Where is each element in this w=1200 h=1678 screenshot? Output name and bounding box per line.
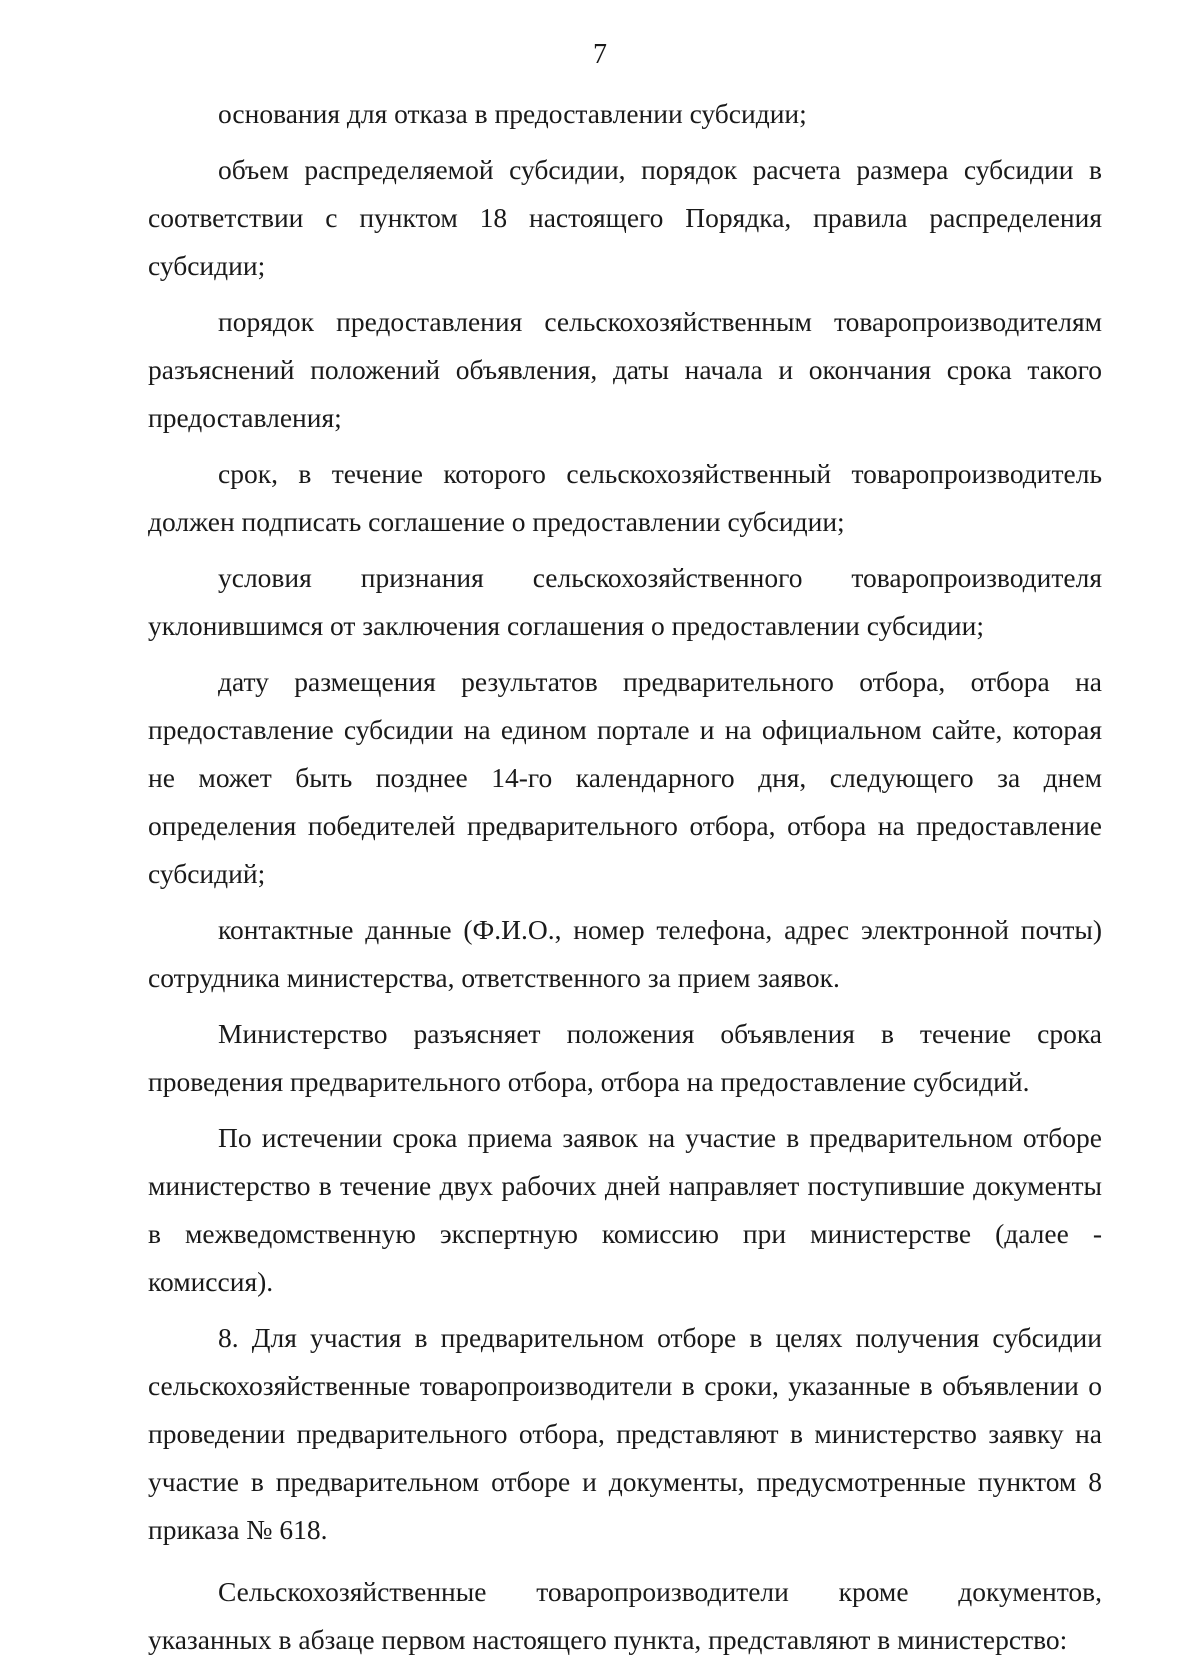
paragraph-item-8: 8. Для участия в предварительном отборе в целях получения субсидии сельскохозяйственные товаропроизводители в сроки, указанные в объявлении о проведении предварительного отбора, представляют в министерство заявку на участие в предварительном отборе и документы, предусмотренные пунктом 8 приказа № 618. <box>148 1322 1102 1545</box>
paragraph-subsidy-volume: объем распределяемой субсидии, порядок расчета размера субсидии в соответствии с пунктом 18 настоящего Порядка, правила распределения субсидии; <box>148 154 1102 281</box>
paragraph-ministry-clarifies: Министерство разъясняет положения объявления в течение срока проведения предварительного отбора, отбора на предоставление субсидий. <box>148 1018 1102 1097</box>
paragraph-additional-documents: Сельскохозяйственные товаропроизводители кроме документов, указанных в абзаце первом настоящего пункта, представляют в министерство: <box>148 1576 1102 1655</box>
paragraph-signing-deadline: срок, в течение которого сельскохозяйственный товаропроизводитель должен подписать соглашение о предоставлении субсидии; <box>148 458 1102 537</box>
paragraph-clarification-procedure: порядок предоставления сельскохозяйственным товаропроизводителям разъяснений положений объявления, даты начала и окончания срока такого предоставления; <box>148 306 1102 433</box>
paragraph-contact-details: контактные данные (Ф.И.О., номер телефона, адрес электронной почты) сотрудника министерства, ответственного за прием заявок. <box>148 914 1102 993</box>
paragraph-evasion-conditions: условия признания сельскохозяйственного товаропроизводителя уклонившимся от заключения соглашения о предоставлении субсидии; <box>148 562 1102 641</box>
paragraph-results-date: дату размещения результатов предварительного отбора, отбора на предоставление субсидии на едином портале и на официальном сайте, которая не может быть позднее 14-го календарного дня, следующего за днем определения победителей предварительного отбора, отбора на предоставление субсидий; <box>148 666 1102 889</box>
paragraph-commission-referral: По истечении срока приема заявок на участие в предварительном отборе министерство в течение двух рабочих дней направляет поступившие документы в межведомственную экспертную комиссию при министерстве (далее - комиссия). <box>148 1122 1102 1297</box>
paragraph-refusal-grounds: основания для отказа в предоставлении субсидии; <box>218 98 807 129</box>
page-number: 7 <box>593 39 607 70</box>
document-body <box>148 90 1102 1664</box>
